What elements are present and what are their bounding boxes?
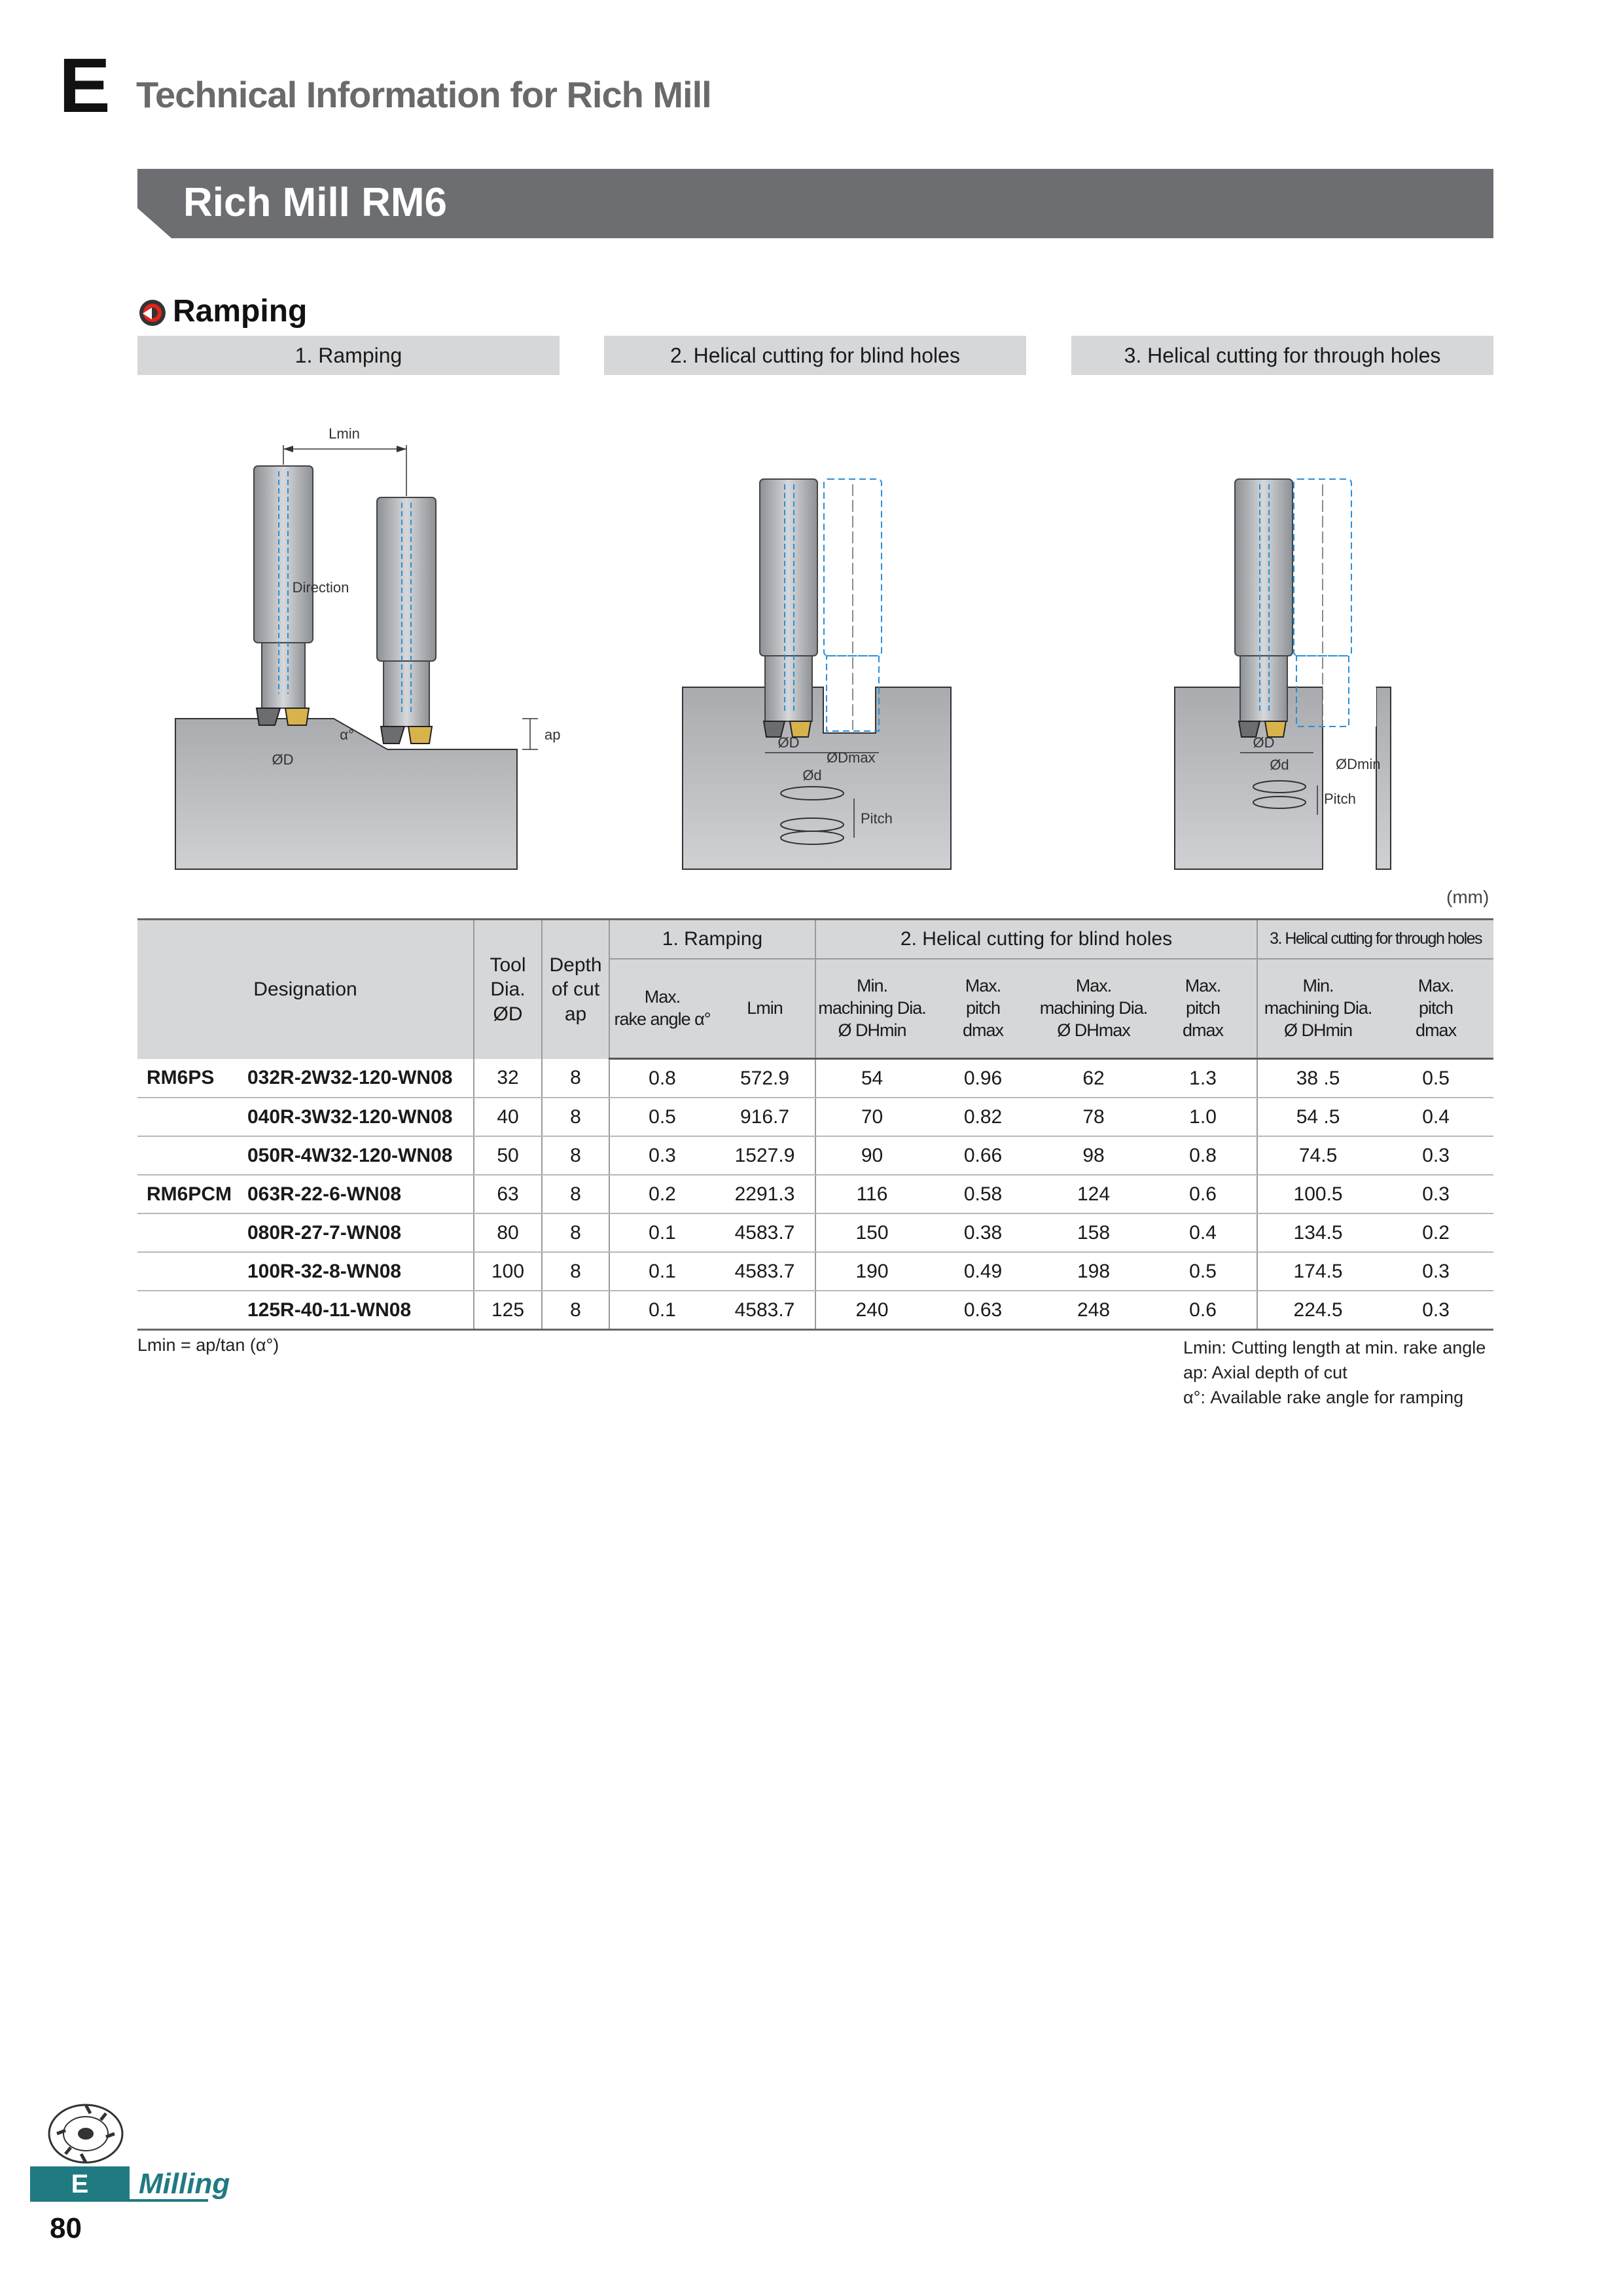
cell-designation: 032R-2W32-120-WN08 [247,1066,453,1088]
col-blind-max-pitch [928,959,1038,1059]
page-number: 80 [50,2212,82,2244]
header-line: Min. [1302,976,1334,996]
cell-rake: 0.8 [609,1059,715,1098]
table-row [137,1136,1493,1175]
cell-dia: 50 [474,1136,542,1175]
cell-b-min: 90 [815,1136,928,1175]
cell-b-pitch: 0.82 [928,1098,1038,1136]
header-line: pitch [1419,998,1454,1018]
odmax-label: ØDmax [827,749,876,766]
cell-dia: 125 [474,1291,542,1330]
cell-series [137,1261,247,1283]
od-small-label: Ød [802,767,822,783]
ramping-diagram [137,406,596,890]
cell-b-pitch2: 0.8 [1149,1136,1257,1175]
cell-designation [137,1136,474,1175]
cell-series: RM6PS [147,1066,215,1088]
cell-b-max: 62 [1038,1059,1149,1098]
product-title: Rich Mill RM6 [183,180,448,225]
direction-label: Direction [292,579,349,596]
cell-designation: 050R-4W32-120-WN08 [247,1144,453,1166]
cell-t-pitch: 0.3 [1378,1252,1493,1291]
footer-section-name: Milling [139,2168,230,2200]
notes [1183,1335,1486,1410]
tool-head [262,643,305,708]
group-blind: 2. Helical cutting for blind holes [815,920,1257,960]
col-blind-max-dia [1038,959,1149,1059]
cell-designation [137,1213,474,1252]
cell-t-pitch: 0.3 [1378,1175,1493,1213]
cell-designation: 080R-27-7-WN08 [247,1221,402,1244]
table-row [137,1098,1493,1136]
cell-b-pitch: 0.96 [928,1059,1038,1098]
cell-t-min: 100.5 [1257,1175,1378,1213]
cell-b-min: 150 [815,1213,928,1252]
cell-b-pitch: 0.66 [928,1136,1038,1175]
cell-designation: 125R-40-11-WN08 [247,1299,412,1321]
cell-b-max: 98 [1038,1136,1149,1175]
tab-ramping: 1. Ramping [137,336,560,375]
header-line: Max. [1185,976,1221,996]
helical-blind-diagram [604,406,1062,890]
cell-designation: 063R-22-6-WN08 [247,1183,402,1205]
cell-ap: 8 [542,1175,609,1213]
col-depth-line: of cut [551,978,600,1000]
cell-t-min: 54 .5 [1257,1098,1378,1136]
header-line: Max. [1075,976,1112,996]
cell-rake: 0.2 [609,1175,715,1213]
cell-dia: 80 [474,1213,542,1252]
ramping-bullet-icon [139,299,166,327]
unit-label: (mm) [1446,887,1489,907]
header-line: machining Dia. [818,998,926,1018]
od-label: ØD [777,734,800,751]
milling-cutter-icon [43,2098,128,2166]
footer-section-tab: E [30,2166,130,2202]
pitch-label: Pitch [1324,791,1356,807]
table-row [137,1059,1493,1098]
cell-designation [137,1175,474,1213]
cell-t-pitch: 0.3 [1378,1291,1493,1330]
odmin-label: ØDmin [1336,756,1381,772]
header-line: pitch [965,998,1001,1018]
cell-designation [137,1098,474,1136]
cell-designation: 040R-3W32-120-WN08 [247,1105,453,1128]
cell-lmin: 4583.7 [715,1213,815,1252]
header-line: Ø DHmin [838,1020,906,1040]
cell-rake: 0.3 [609,1136,715,1175]
insert [408,726,432,744]
col-tool-dia-line: Dia. [490,978,526,1000]
cell-rake: 0.1 [609,1213,715,1252]
col-blind-max-pitch-2 [1149,959,1257,1059]
group-ramping: 1. Ramping [609,920,815,960]
col-depth-line: Depth [549,954,602,976]
od-label: ØD [272,751,294,768]
tool-shank [760,479,817,656]
col-through-max-pitch [1378,959,1493,1059]
table-row [137,1252,1493,1291]
cell-series: RM6PCM [147,1183,232,1205]
col-max-rake [609,959,715,1059]
cell-dia: 32 [474,1059,542,1098]
tool-shank [254,466,313,643]
cell-b-max: 198 [1038,1252,1149,1291]
cell-lmin: 4583.7 [715,1291,815,1330]
header-line: dmax [963,1020,1004,1040]
cell-b-min: 70 [815,1098,928,1136]
tool-shank [377,497,436,661]
col-depth [542,920,609,1059]
section-heading: Ramping [173,294,308,329]
cell-dia: 40 [474,1098,542,1136]
cell-t-pitch: 0.4 [1378,1098,1493,1136]
cell-ap: 8 [542,1291,609,1330]
cell-b-pitch2: 0.4 [1149,1213,1257,1252]
cell-b-min: 54 [815,1059,928,1098]
cell-b-pitch2: 0.6 [1149,1291,1257,1330]
header-line: machining Dia. [1264,998,1372,1018]
header-line: Min. [857,976,888,996]
cell-t-min: 38 .5 [1257,1059,1378,1098]
header-line: Max. [965,976,1001,996]
tool-head [765,656,812,721]
header-line: Max. [1418,976,1454,996]
cell-ap: 8 [542,1098,609,1136]
lmin-formula: Lmin = ap/tan (α°) [137,1335,279,1355]
spec-table [137,918,1493,1331]
header-line: Ø DHmin [1284,1020,1353,1040]
cell-b-pitch: 0.38 [928,1213,1038,1252]
cell-lmin: 572.9 [715,1059,815,1098]
cell-t-pitch: 0.2 [1378,1213,1493,1252]
cell-dia: 100 [474,1252,542,1291]
cell-t-min: 74.5 [1257,1136,1378,1175]
col-through-min-dia [1257,959,1378,1059]
tab-helical-blind: 2. Helical cutting for blind holes [604,336,1026,375]
cell-dia: 63 [474,1175,542,1213]
tool-head [1240,656,1287,721]
header-line: pitch [1186,998,1221,1018]
cell-t-pitch: 0.3 [1378,1136,1493,1175]
section-letter: E [59,43,111,129]
lmin-label: Lmin [329,425,360,442]
cell-ap: 8 [542,1136,609,1175]
cell-t-pitch: 0.5 [1378,1059,1493,1098]
insert [285,708,309,725]
note-line: ap: Axial depth of cut [1183,1363,1347,1382]
cell-designation: 100R-32-8-WN08 [247,1260,402,1282]
note-line: Lmin: Cutting length at min. rake angle [1183,1338,1486,1357]
col-tool-dia [474,920,542,1059]
ap-label: ap [544,726,561,743]
cell-b-pitch2: 1.3 [1149,1059,1257,1098]
col-max-rake-line: rake angle α° [614,1009,711,1029]
helical-through-diagram [1071,406,1529,890]
tool-head [383,661,429,726]
tool-shank [1235,479,1293,656]
od-label: ØD [1253,734,1275,751]
cell-ap: 8 [542,1213,609,1252]
page-header-title: Technical Information for Rich Mill [136,74,711,115]
cell-series [137,1222,247,1244]
cell-lmin: 916.7 [715,1098,815,1136]
col-tool-dia-line: Tool [490,954,526,976]
col-tool-dia-line: ØD [493,1003,523,1025]
group-through: 3. Helical cutting for through holes [1257,920,1493,960]
cell-b-pitch: 0.58 [928,1175,1038,1213]
od-small-label: Ød [1270,757,1289,773]
cell-designation [137,1252,474,1291]
table-row [137,1213,1493,1252]
header-line: machining Dia. [1039,998,1148,1018]
tab-helical-through: 3. Helical cutting for through holes [1071,336,1493,375]
header-line: dmax [1183,1020,1224,1040]
cell-b-max: 124 [1038,1175,1149,1213]
table-row [137,1291,1493,1330]
col-designation: Designation [137,920,474,1059]
header-line: dmax [1416,1020,1457,1040]
cell-ap: 8 [542,1252,609,1291]
cell-designation [137,1059,474,1098]
cell-lmin: 4583.7 [715,1252,815,1291]
alpha-label: α° [340,726,354,743]
cell-t-min: 174.5 [1257,1252,1378,1291]
col-lmin: Lmin [715,959,815,1059]
cell-b-pitch2: 1.0 [1149,1098,1257,1136]
cell-designation [137,1291,474,1330]
cell-t-min: 224.5 [1257,1291,1378,1330]
cell-lmin: 2291.3 [715,1175,815,1213]
col-max-rake-line: Max. [644,987,681,1007]
cell-b-max: 78 [1038,1098,1149,1136]
cell-rake: 0.1 [609,1291,715,1330]
cell-b-min: 190 [815,1252,928,1291]
cell-rake: 0.1 [609,1252,715,1291]
cell-b-min: 240 [815,1291,928,1330]
cell-series [137,1106,247,1128]
cell-t-min: 134.5 [1257,1213,1378,1252]
insert [381,726,404,744]
cell-rake: 0.5 [609,1098,715,1136]
cell-b-pitch: 0.49 [928,1252,1038,1291]
col-depth-line: ap [564,1003,587,1025]
cell-b-max: 248 [1038,1291,1149,1330]
cell-ap: 8 [542,1059,609,1098]
cell-b-max: 158 [1038,1213,1149,1252]
cell-series [137,1299,247,1321]
pitch-label: Pitch [861,810,893,827]
table-row [137,1175,1493,1213]
col-blind-min-dia [815,959,928,1059]
cell-b-pitch: 0.63 [928,1291,1038,1330]
cell-b-min: 116 [815,1175,928,1213]
cell-lmin: 1527.9 [715,1136,815,1175]
cell-series [137,1145,247,1167]
note-line: α°: Available rake angle for ramping [1183,1388,1464,1407]
cell-b-pitch2: 0.5 [1149,1252,1257,1291]
header-line: Ø DHmax [1057,1020,1130,1040]
cell-b-pitch2: 0.6 [1149,1175,1257,1213]
